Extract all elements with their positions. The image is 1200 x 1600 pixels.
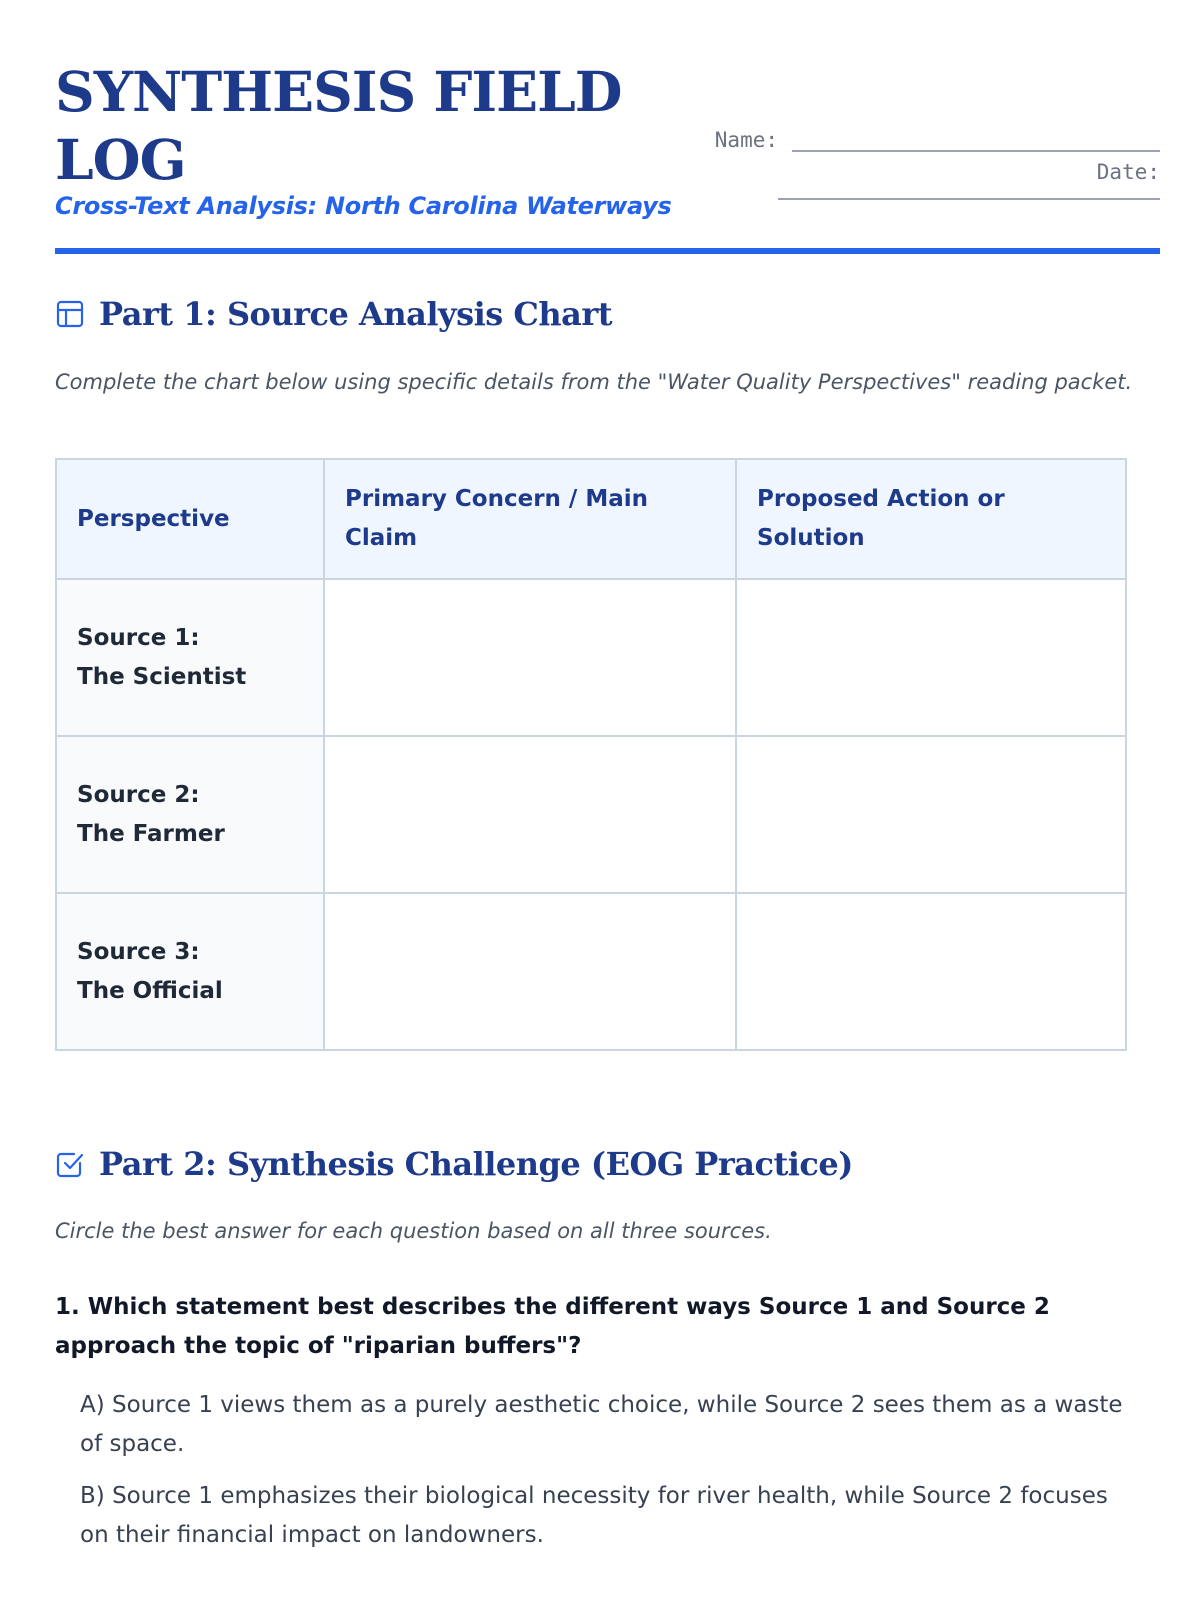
- part1-title: Part 1: Source Analysis Chart: [99, 295, 613, 333]
- date-label: Date:: [1096, 160, 1160, 184]
- row-label: [56, 579, 324, 736]
- name-field[interactable]: [792, 128, 1160, 152]
- row-label: [56, 893, 324, 1050]
- table-row: [56, 736, 1126, 893]
- source-analysis-table: [55, 458, 1127, 1051]
- worksheet-page: [55, 0, 1160, 1548]
- part1-heading: [55, 295, 612, 333]
- source-number: Source 3:: [77, 938, 200, 965]
- answer-option-a[interactable]: A) Source 1 views them as a purely aesthetic choice, while Source 2 sees them as a waste of space.: [80, 1392, 1123, 1457]
- concern-cell[interactable]: [324, 736, 736, 893]
- name-row: [700, 128, 1160, 152]
- table-row: [56, 579, 1126, 736]
- name-label: Name:: [714, 128, 778, 152]
- student-info: [700, 128, 1160, 200]
- part2-instructions: Circle the best answer for each question based on all three sources.: [55, 1219, 772, 1243]
- concern-cell[interactable]: [324, 579, 736, 736]
- answer-option-b[interactable]: B) Source 1 emphasizes their biological necessity for river health, while Source 2 focuses on their financial impact on landowners.: [80, 1483, 1108, 1548]
- part1-instructions: Complete the chart below using specific details from the "Water Quality Perspectives" reading packet.: [55, 370, 1133, 394]
- source-number: Source 2:: [77, 781, 200, 808]
- page-subtitle: Cross-Text Analysis: North Carolina Waterways: [55, 192, 672, 220]
- part2-title: Part 2: Synthesis Challenge (EOG Practice): [99, 1145, 853, 1183]
- action-cell[interactable]: [736, 579, 1126, 736]
- table-row: [56, 893, 1126, 1050]
- question-1-options: [80, 1386, 1140, 1568]
- header-divider: [55, 248, 1160, 254]
- page-title: SYNTHESIS FIELD LOG: [55, 59, 622, 192]
- concern-cell[interactable]: [324, 893, 736, 1050]
- action-cell[interactable]: [736, 736, 1126, 893]
- question-1: 1. Which statement best describes the different ways Source 1 and Source 2 approach the topic of "riparian buffers"?: [55, 1294, 1050, 1359]
- table-icon: [55, 299, 85, 329]
- column-header-concern: Primary Concern / Main Claim: [324, 459, 736, 579]
- header: [55, 0, 1160, 265]
- column-header-perspective: Perspective: [56, 459, 324, 579]
- table-header-row: [56, 459, 1126, 579]
- checkbox-icon: [55, 1149, 85, 1179]
- source-number: Source 1:: [77, 624, 200, 651]
- source-role: The Farmer: [77, 820, 225, 847]
- source-role: The Scientist: [77, 663, 247, 690]
- source-role: The Official: [77, 977, 223, 1004]
- date-field[interactable]: [778, 198, 1160, 200]
- row-label: [56, 736, 324, 893]
- date-row: [700, 160, 1160, 200]
- part2-heading: [55, 1145, 853, 1183]
- column-header-action: Proposed Action or Solution: [736, 459, 1126, 579]
- action-cell[interactable]: [736, 893, 1126, 1050]
